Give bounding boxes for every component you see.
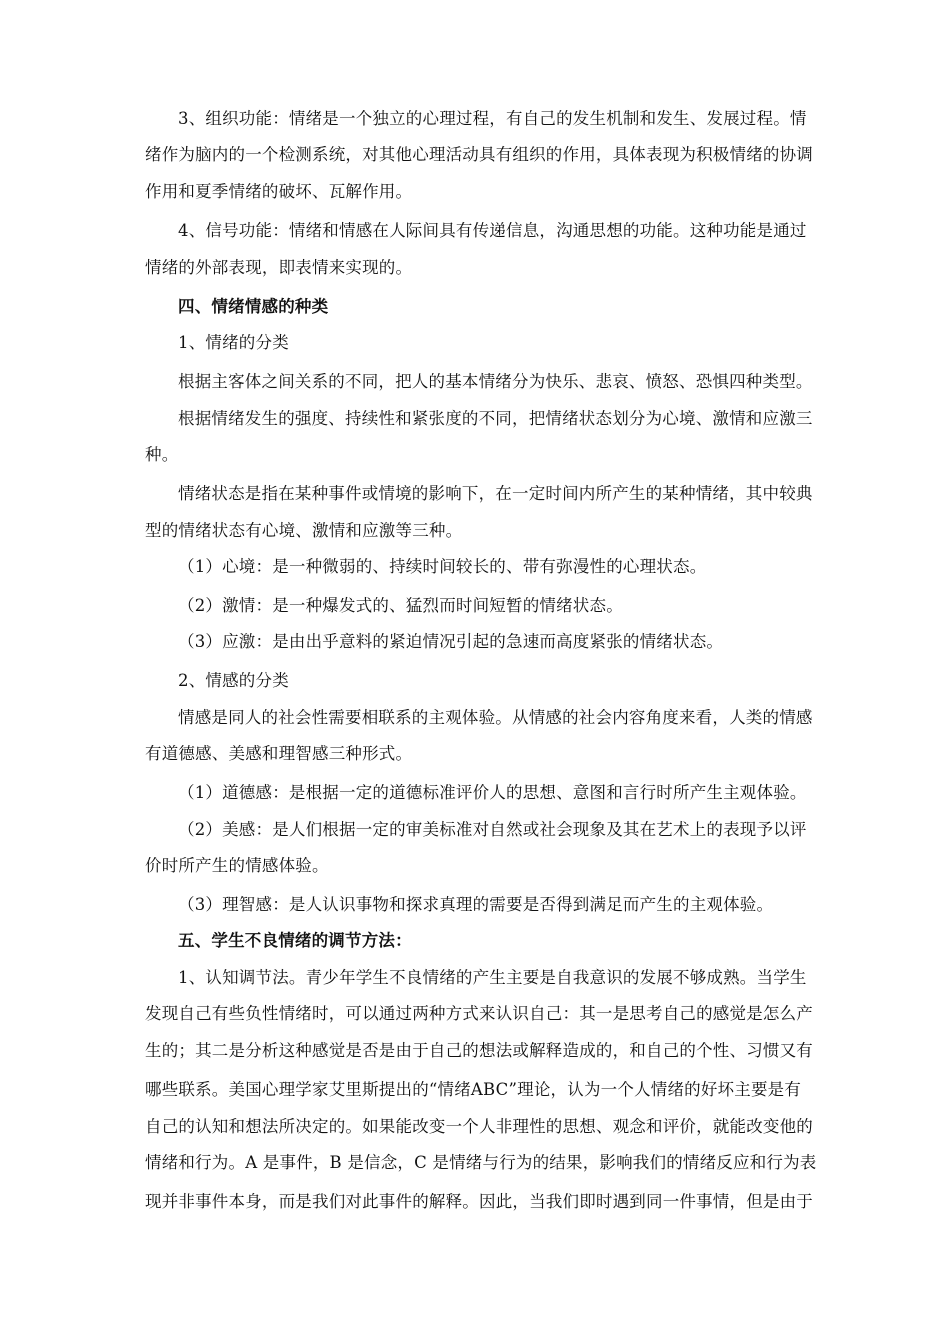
list-item: （2）激情：是一种爆发式的、猛烈而时间短暂的情绪状态。 [178,596,623,615]
paragraph-line: 现并非事件本身，而是我们对此事件的解释。因此，当我们即时遇到同一件事情，但是由于 [145,1192,813,1211]
paragraph-line: 发现自己有些负性情绪时，可以通过两种方式来认识自己：其一是思考自己的感觉是怎么产 [145,1004,813,1023]
subsection-heading: 2、情感的分类 [178,671,289,690]
list-item: （1）道德感：是根据一定的道德标准评价人的思想、意图和言行时所产生主观体验。 [178,783,807,802]
paragraph-line: 哪些联系。美国心理学家艾里斯提出的“情绪ABC”理论，认为一个人情绪的好坏主要是有 [145,1080,802,1099]
paragraph-line: 根据情绪发生的强度、持续性和紧张度的不同，把情绪状态划分为心境、激情和应激三 [178,409,813,428]
paragraph-line: 根据主客体之间关系的不同，把人的基本情绪分为快乐、悲哀、愤怒、恐惧四种类型。 [178,372,813,391]
paragraph-line: 4、信号功能：情绪和情感在人际间具有传递信息，沟通思想的功能。这种功能是通过 [178,221,807,240]
paragraph-line: 情绪的外部表现，即表情来实现的。 [145,258,413,277]
paragraph-line: 情绪和行为。A 是事件，B 是信念，C 是情绪与行为的结果，影响我们的情绪反应和行为表 [145,1153,817,1172]
paragraph-line: 价时所产生的情感体验。 [145,856,329,875]
paragraph-line: 1、认知调节法。青少年学生不良情绪的产生主要是自我意识的发展不够成熟。当学生 [178,968,807,987]
paragraph-line: 种。 [145,445,179,464]
paragraph-line: 情感是同人的社会性需要相联系的主观体验。从情感的社会内容角度来看，人类的情感 [178,708,813,727]
paragraph-line: 自己的认知和想法所决定的。如果能改变一个人非理性的思想、观念和评价，就能改变他的 [145,1117,813,1136]
subsection-heading: 1、情绪的分类 [178,333,289,352]
paragraph-line: 3、组织功能：情绪是一个独立的心理过程，有自己的发生机制和发生、发展过程。情 [178,109,807,128]
paragraph-line: 型的情绪状态有心境、激情和应激等三种。 [145,521,463,540]
section-heading: 四、情绪情感的种类 [178,297,329,316]
paragraph-line: 绪作为脑内的一个检测系统，对其他心理活动具有组织的作用，具体表现为积极情绪的协调 [145,145,813,164]
paragraph-line: 作用和夏季情绪的破坏、瓦解作用。 [145,182,413,201]
list-item: （1）心境：是一种微弱的、持续时间较长的、带有弥漫性的心理状态。 [178,557,707,576]
list-item: （3）理智感：是人认识事物和探求真理的需要是否得到满足而产生的主观体验。 [178,895,774,914]
paragraph-line: 有道德感、美感和理智感三种形式。 [145,744,413,763]
list-item: （2）美感：是人们根据一定的审美标准对自然或社会现象及其在艺术上的表现予以评 [178,820,807,839]
list-item: （3）应激：是由出乎意料的紧迫情况引起的急速而高度紧张的情绪状态。 [178,632,724,651]
paragraph-line: 生的；其二是分析这种感觉是否是由于自己的想法或解释造成的，和自己的个性、习惯又有 [145,1041,813,1060]
section-heading: 五、学生不良情绪的调节方法： [178,931,412,950]
paragraph-line: 情绪状态是指在某种事件或情境的影响下，在一定时间内所产生的某种情绪，其中较典 [178,484,813,503]
